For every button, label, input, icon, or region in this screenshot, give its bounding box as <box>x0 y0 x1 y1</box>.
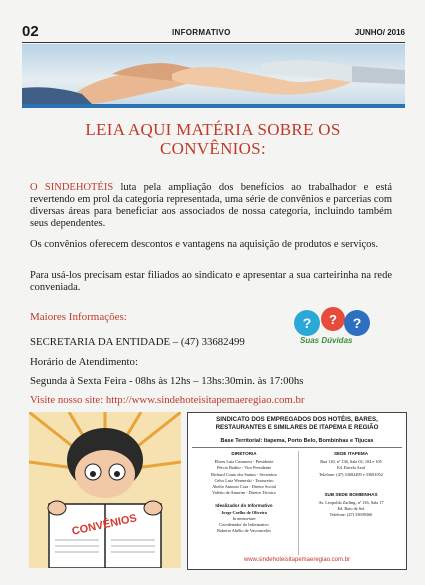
article-title-line1: LEIA AQUI MATÉRIA SOBRE OS <box>85 120 341 139</box>
union-name: SINDICATO DOS EMPREGADOS DOS HOTÉIS, BARES, RESTAURANTES E SIMILARES DE ITAPEMA E REGIÃO <box>215 416 379 431</box>
union-website-link[interactable]: www.sindehoteisitapemaeregiao.com.br <box>243 557 351 563</box>
director-5: Abelio Antonio Cota - Diretor Social <box>212 484 276 490</box>
hq-line-1: Rua 120, nº 136, Sala 02, 104 e 105 <box>320 459 382 465</box>
sub-heading: SUB SEDE BOMBINHAS <box>324 491 378 497</box>
cartoon-book-title: CONVÊNIOS <box>70 512 138 538</box>
page-number: 02 <box>22 23 39 40</box>
address-column <box>299 451 403 519</box>
director-3: Richard Couto dos Santos - Secretário <box>211 471 277 477</box>
sub-line-2: Ed. Raio de Sol <box>337 506 365 512</box>
coordinator-heading: Coordenador do Informativo <box>219 522 269 528</box>
director-4: Celso Luiz Wernerski - Tesoureiro <box>214 477 274 483</box>
director-1: Eliseu Luiz Casanova - Presidente <box>214 459 274 465</box>
union-divider <box>192 447 402 448</box>
article-title-line2: CONVÊNIOS: <box>160 139 266 158</box>
hq-line-2: Ed. Estrela Azul <box>336 465 366 471</box>
idealizer-heading: Idealizador do Informativo <box>215 503 273 509</box>
svg-text:?: ? <box>329 312 337 327</box>
article-title <box>60 120 366 158</box>
director-2: Fércio Bodito - Vice Presidente <box>216 465 272 471</box>
directory-heading: DIRETORIA <box>231 451 257 456</box>
paragraph-2: Os convênios oferecem descontos e vantagens na aquisição de produtos e serviços. <box>30 239 379 250</box>
cartoon-illustration <box>29 412 181 568</box>
handshake-illustration <box>22 44 405 104</box>
paragraph-1 <box>30 182 392 230</box>
reading-cartoon <box>29 412 181 568</box>
issue-date: JUNHO/ 2016 <box>354 28 405 37</box>
svg-text:?: ? <box>302 315 312 331</box>
bubble-tagline: Suas Dúvidas <box>300 336 353 345</box>
secretary-phone: SECRETARIA DA ENTIDADE – (47) 33682499 <box>30 336 245 348</box>
union-base-territory: Base Territorial: Itapema, Porto Belo, Bombinhas e Tijucas <box>220 438 374 444</box>
paragraph-1-text: luta pela ampliação dos benefícios ao trabalhador e está revertendo em prol da categoria representada, uma série de convênios e parcerias com diversas áreas para beneficiar aos associados de nossa categoria, incluindo também seus dependentes. <box>30 182 392 229</box>
union-info-box <box>187 412 407 570</box>
section-name: INFORMATIVO <box>172 28 231 37</box>
hours-label: Horário de Atendimento: <box>30 356 138 368</box>
coordinator-name: Roberto Abélio de Vasconcelos <box>217 528 271 534</box>
sub-line-1: Av. Leopoldo Zarling, nº 136, Sala 17 <box>318 500 384 506</box>
director-6: Valério de Amorim - Diretor Técnico <box>212 490 276 496</box>
org-name: O SINDEHOTÉIS <box>30 182 114 193</box>
handshake-banner <box>22 44 405 104</box>
office-hours: Segunda à Sexta Feira - 08hs às 12hs – 13hs:30min. às 17:00hs <box>30 375 304 387</box>
svg-text:?: ? <box>352 315 362 331</box>
page-header <box>22 23 405 42</box>
memoriam-note: In memoriam <box>232 515 256 521</box>
hq-line-3: Telefone: (47) 33682499 e 33681052 <box>319 471 383 477</box>
website-link[interactable]: Visite nosso site: http://www.sindehoteisitapemaeregiao.com.br <box>30 394 305 406</box>
header-rule <box>22 42 405 43</box>
banner-accent-bar <box>22 104 405 108</box>
paragraph-3: Para usá-los precisam estar filiados ao sindicato e apresentar a sua carteirinha na rede conveniada. <box>30 270 392 293</box>
directory-column <box>192 451 296 534</box>
more-info-heading: Maiores Informações: <box>30 311 127 323</box>
hq-heading: SEDE ITAPEMA <box>333 451 369 456</box>
sub-line-3: Telefone: (47) 33690366 <box>329 512 373 518</box>
idealizer-name: Jorge Coelho de Oliveira <box>221 509 267 515</box>
